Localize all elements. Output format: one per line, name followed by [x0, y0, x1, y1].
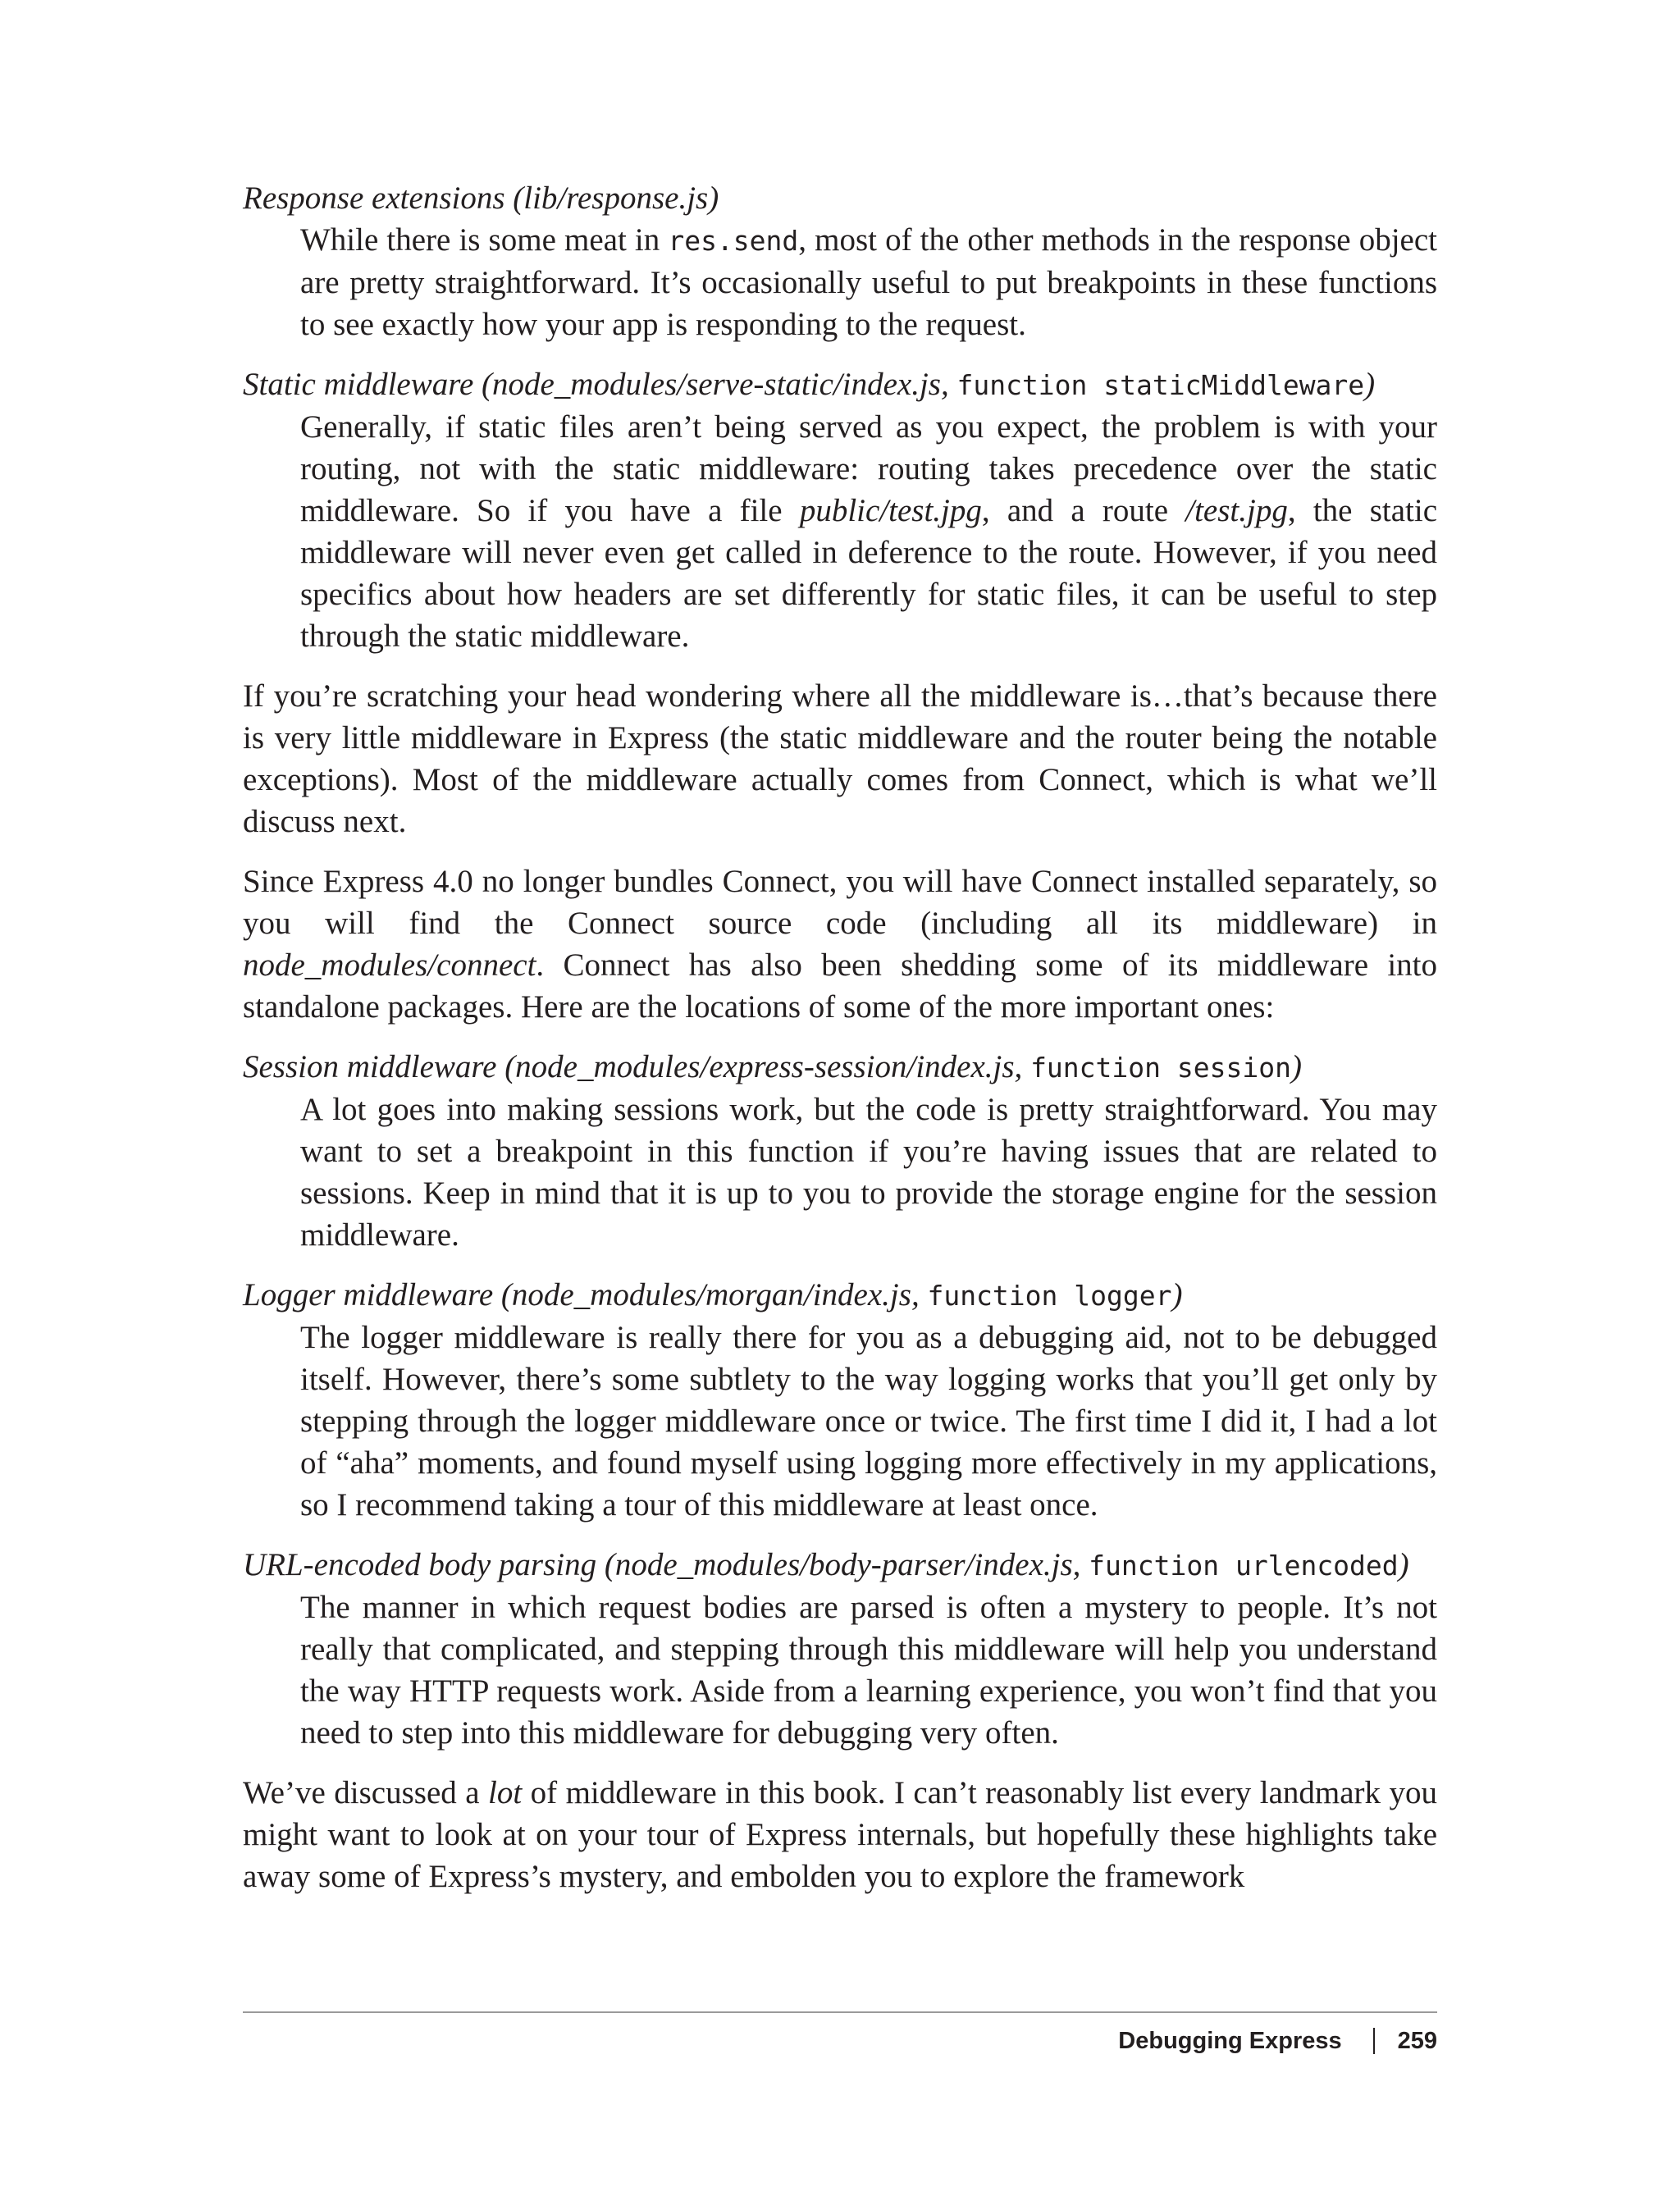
def-text: , most of the other methods in the response object are pretty straightforward. It’s occasionally useful to put breakpoints in these functions to see exactly how your app is responding to the request.: [300, 222, 1437, 342]
inline-code: function staticMiddleware: [956, 369, 1365, 401]
term-text: ): [1171, 1277, 1183, 1312]
footer-divider: [243, 2011, 1437, 2013]
term-session-middleware: [243, 1046, 1437, 1089]
def-text: , and a route: [981, 493, 1186, 528]
para-text: We’ve discussed a: [243, 1775, 488, 1810]
term-response-extensions: Response extensions (lib/response.js): [243, 180, 719, 216]
def-session-middleware: A lot goes into making sessions work, but the code is pretty straightforward. You may want to set a breakpoint in this function if you’re having issues that are related to sessions. Keep in mind that it is up to you to provide the storage engine for the session middleware.: [300, 1092, 1437, 1253]
def-logger-middleware: The logger middleware is really there for you as a debugging aid, not to be debugged itself. However, there’s some subtlety to the way logging works that you’ll get only by stepping through the logger middleware once or twice. The first time I did it, I had a lot of “aha” moments, and found myself using logging more effectively in my applications, so I recommend taking a tour of this middleware at least once.: [300, 1320, 1437, 1522]
running-footer-title: Debugging Express: [1118, 2028, 1342, 2054]
term-text: Session middleware (node_modules/express-session/index.js,: [243, 1049, 1031, 1084]
page-body: [243, 177, 1437, 1915]
page-number: 259: [1397, 2028, 1437, 2054]
inline-code: function session: [1030, 1052, 1291, 1084]
term-text: ): [1364, 367, 1376, 402]
file-path: public/test.jpg: [799, 493, 982, 528]
term-text: Static middleware (node_modules/serve-static/index.js,: [243, 367, 957, 402]
inline-code: function logger: [927, 1280, 1172, 1312]
page-footer: [1118, 2025, 1437, 2057]
def-text: , the static middleware will never even get called in deference to the route. However, if you need specifics about how headers are set differently for static files, it can be useful to step through the static middleware.: [300, 493, 1438, 654]
inline-code: function urlencoded: [1089, 1550, 1399, 1582]
file-path: node_modules/connect: [243, 947, 536, 983]
para-text: . Connect has also been shedding some of its middleware into standalone packages. Here are the locations of some of the more important ones:: [243, 947, 1437, 1025]
def-response-extensions: [300, 219, 1437, 345]
paragraph-connect: [243, 861, 1437, 1028]
paragraph-closing: [243, 1772, 1437, 1897]
term-logger-middleware: [243, 1274, 1437, 1317]
footer-separator: [1373, 2028, 1375, 2054]
term-urlencoded: [243, 1544, 1437, 1586]
term-text: URL-encoded body parsing (node_modules/body-parser/index.js,: [243, 1547, 1089, 1582]
def-urlencoded: The manner in which request bodies are parsed is often a mystery to people. It’s not really that complicated, and stepping through this middleware will help you understand the way HTTP requests work. Aside from a learning experience, you won’t find that you need to step into this middleware for debugging very often.: [300, 1590, 1437, 1751]
para-text: Since Express 4.0 no longer bundles Connect, you will have Connect installed separately, so you will find the Connect source code (including all its middleware) in: [243, 864, 1437, 941]
emphasis: lot: [488, 1775, 523, 1810]
term-text: ): [1398, 1547, 1409, 1582]
para-text: of middleware in this book. I can’t reasonably list every landmark you might want to look at on your tour of Express internals, but hopefully these highlights take away some of Express’s mystery, and embolden you to explore the framework: [243, 1775, 1438, 1894]
paragraph-middleware-location: If you’re scratching your head wondering where all the middleware is…that’s because there is very little middleware in Express (the static middleware and the router being the notable exceptions). Most of the middleware actually comes from Connect, which is what we’ll discuss next.: [243, 678, 1437, 839]
inline-code: res.send: [668, 225, 799, 257]
def-text: While there is some meat in: [300, 222, 669, 258]
def-text: Generally, if static files aren’t being served as you expect, the problem is with your routing, not with the static middleware: routing takes precedence over the static middleware. So if you have a file: [300, 409, 1437, 528]
def-static-middleware: [300, 406, 1437, 657]
term-text: ): [1290, 1049, 1302, 1084]
term-text: Logger middleware (node_modules/morgan/index.js,: [243, 1277, 928, 1312]
term-static-middleware: [243, 363, 1437, 406]
route-path: /test.jpg: [1185, 493, 1288, 528]
